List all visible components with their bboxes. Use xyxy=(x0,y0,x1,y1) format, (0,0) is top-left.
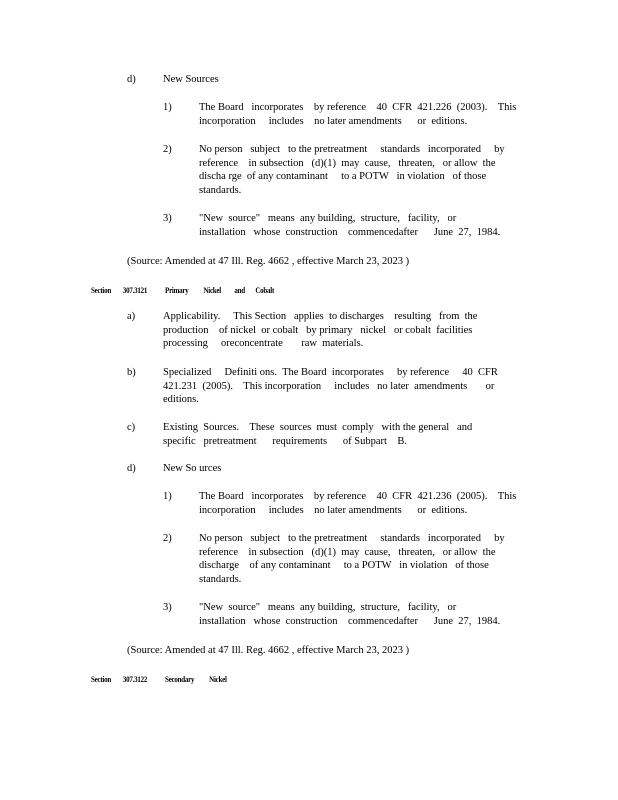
subsection-label: b) xyxy=(127,367,136,378)
text-line: reference in subsection (d)(1) may cause, threaten, or allow the xyxy=(199,546,496,558)
text-line: processing oreconcentrate raw materials. xyxy=(163,338,364,350)
item-paragraph xyxy=(199,601,500,628)
subsection-d-label: d) xyxy=(127,74,136,85)
text-line: Existing Sources. These sources must comply with the general and xyxy=(163,422,473,433)
item-number: 2) xyxy=(163,144,172,155)
item-number: 2) xyxy=(163,533,172,544)
text-line: production of nickel or cobalt by primary nickel or cobalt facilities xyxy=(163,324,473,336)
source-note: (Source: Amended at 47 Ill. Reg. 4662 , effective March 23, 2023 ) xyxy=(127,645,410,656)
subsection-d-title: New Sources xyxy=(163,74,219,85)
text-line: installation whose construction commencedafter June 27, 1984. xyxy=(199,226,501,238)
item-paragraph xyxy=(199,101,516,128)
text-line: The Board incorporates by reference 40 CFR 421.236 (2005). This xyxy=(199,491,517,502)
text-line: installation whose construction commencedafter June 27, 1984. xyxy=(199,615,501,627)
text-line: discha rge of any contaminant to a POTW in violation of those xyxy=(199,171,487,183)
subsection-paragraph xyxy=(163,310,477,351)
item-paragraph xyxy=(199,490,516,517)
subsection-d-title: New So urces xyxy=(163,463,222,474)
source-note: (Source: Amended at 47 Ill. Reg. 4662 , effective March 23, 2023 ) xyxy=(127,256,410,267)
text-line: reference in subsection (d)(1) may cause, threaten, or allow the xyxy=(199,157,496,169)
text-line: discharge of any contaminant to a POTW in violation of those xyxy=(199,560,489,572)
text-line: standards. xyxy=(199,573,242,585)
text-line: 421.231 (2005). This incorporation includes no later amendments or xyxy=(163,380,495,392)
item-paragraph xyxy=(199,143,505,197)
section-heading: Section 307.3121 Primary Nickel and Cobalt xyxy=(91,285,275,295)
subsection-paragraph xyxy=(163,366,498,407)
item-number: 1) xyxy=(163,102,172,113)
text-line: Specialized Definiti ons. The Board incorporates by reference 40 CFR xyxy=(163,367,498,378)
text-line: incorporation includes no later amendments or editions. xyxy=(199,504,468,516)
section-heading: Section 307.3122 Secondary Nickel xyxy=(91,674,227,684)
item-number: 3) xyxy=(163,602,172,613)
text-line: No person subject to the pretreatment standards incorporated by xyxy=(199,144,505,155)
text-line: Applicability. This Section applies to discharges resulting from the xyxy=(163,311,478,322)
text-line: specific pretreatment requirements of Subpart B. xyxy=(163,435,408,447)
subsection-label: c) xyxy=(127,422,136,433)
text-line: No person subject to the pretreatment standards incorporated by xyxy=(199,533,505,544)
text-line: standards. xyxy=(199,184,242,196)
item-paragraph xyxy=(199,532,505,586)
subsection-label: a) xyxy=(127,311,136,322)
item-number: 3) xyxy=(163,213,172,224)
text-line: editions. xyxy=(163,394,199,406)
text-line: "New source" means any building, structure, facility, or xyxy=(199,602,457,613)
item-paragraph xyxy=(199,212,500,239)
subsection-paragraph xyxy=(163,421,472,448)
item-number: 1) xyxy=(163,491,172,502)
text-line: incorporation includes no later amendments or editions. xyxy=(199,115,468,127)
text-line: "New source" means any building, structure, facility, or xyxy=(199,213,457,224)
text-line: The Board incorporates by reference 40 CFR 421.226 (2003). This xyxy=(199,102,517,113)
subsection-d-label: d) xyxy=(127,463,136,474)
